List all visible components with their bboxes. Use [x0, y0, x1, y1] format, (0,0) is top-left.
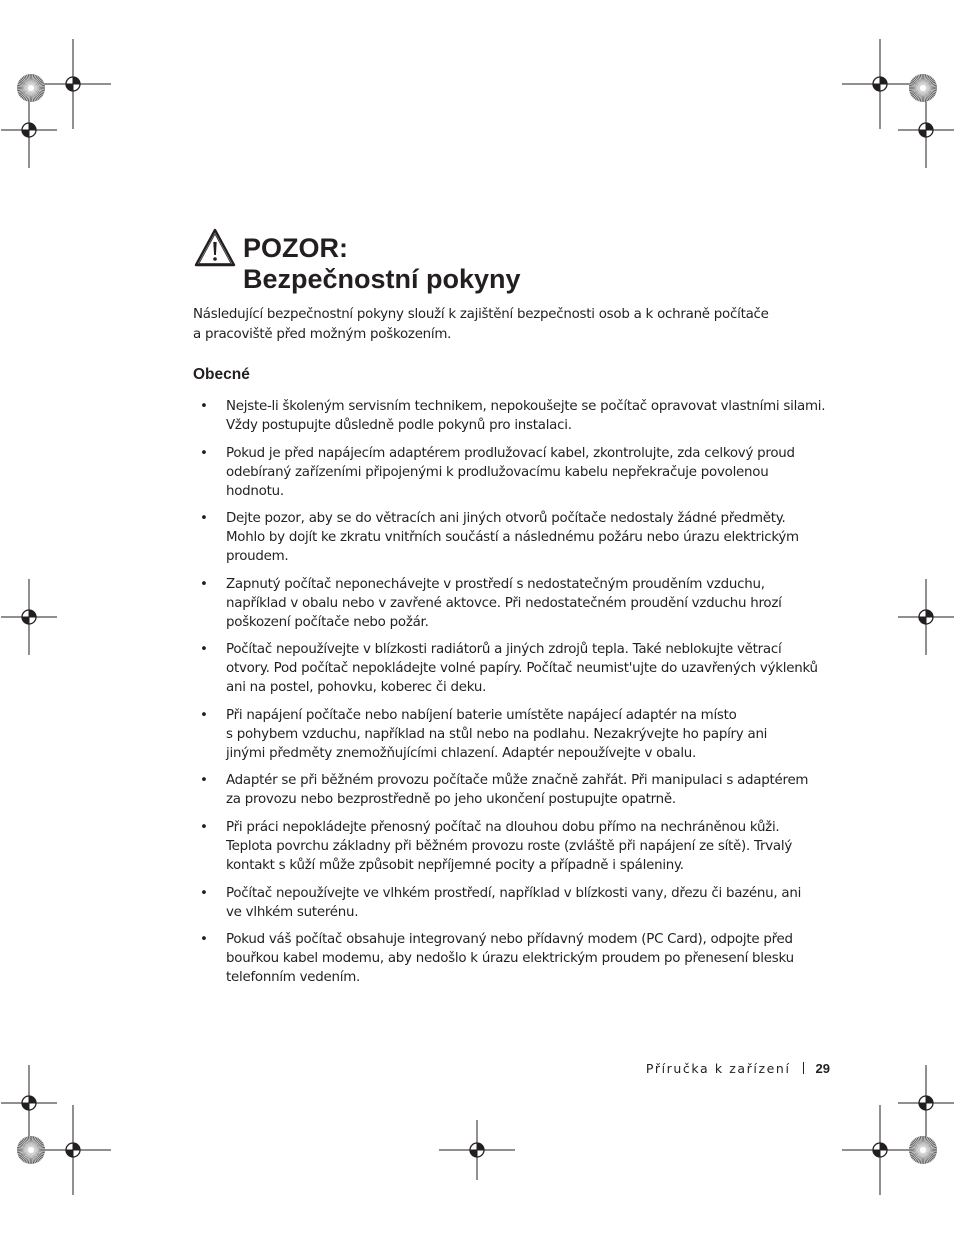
list-item-line: Počítač nepoužívejte v blízkosti radiátorů a jiných zdrojů tepla. Také neblokujte větrací: [226, 642, 782, 657]
page-title: Bezpečnostní pokyny: [243, 264, 521, 294]
list-item-text: [226, 771, 808, 809]
footer-separator: [803, 1062, 804, 1074]
list-item-line: Pokud váš počítač obsahuje integrovaný nebo přídavný modem (PC Card), odpojte před: [226, 932, 793, 947]
list-item-line: ani na postel, pohovku, koberec či deku.: [226, 680, 487, 695]
bullet-dot: •: [200, 511, 208, 526]
page-footer: [646, 1061, 830, 1076]
bullet-dot: •: [200, 577, 208, 592]
list-item-line: za provozu nebo bezprostředně po jeho ukončení postupujte opatrně.: [226, 792, 676, 807]
list-item-line: Počítač nepoužívejte ve vlhkém prostředí, například v blízkosti vany, dřezu či bazénu, ani: [226, 886, 802, 901]
list-item-line: kontakt s kůží může způsobit nepříjemné pocity a případně i spáleniny.: [226, 858, 684, 873]
list-item-text: [226, 397, 825, 435]
list-item-line: Nejste-li školeným servisním technikem, nepokoušejte se počítač opravovat vlastními silami.: [226, 399, 826, 414]
list-item-line: například v obalu nebo v zavřené aktovce. Při nedostatečném proudění vzduchu hrozí: [226, 596, 782, 611]
list-item-line: Při napájení počítače nebo nabíjení baterie umístěte napájecí adaptér na místo: [226, 708, 737, 723]
list-item-line: ve vlhkém suterénu.: [226, 905, 359, 920]
page-title-prefix: POZOR:: [243, 233, 348, 263]
page-number: 29: [815, 1061, 830, 1076]
bullet-dot: •: [200, 932, 208, 947]
bullet-dot: •: [200, 708, 208, 723]
bullet-dot: •: [200, 886, 208, 901]
intro-paragraph: [193, 305, 793, 345]
list-item-line: jinými předměty znemožňujícími chlazení. Adaptér nepoužívejte v obalu.: [226, 746, 697, 761]
list-item-text: [226, 509, 799, 566]
list-item-line: otvory. Pod počítač nepokládejte volné papíry. Počítač neumist'ujte do uzavřených výklenků: [226, 661, 818, 676]
bullet-dot: •: [200, 399, 208, 414]
footer-book-title: Příručka k zařízení: [645, 1061, 791, 1076]
list-item-line: Teplota povrchu základny při běžném provozu roste (zvláště při napájení ze sítě). Trvalý: [226, 839, 793, 854]
list-item-text: [226, 640, 818, 697]
list-item-line: Adaptér se při běžném provozu počítače může značně zahřát. Při manipulaci s adaptérem: [226, 773, 809, 788]
intro-line: a pracoviště před možným poškozením.: [193, 327, 452, 342]
list-item-line: Při práci nepokládejte přenosný počítač na dlouhou dobu přímo na nechráněnou kůži.: [226, 820, 780, 835]
section-heading: Obecné: [193, 366, 250, 383]
list-item-text: [226, 706, 767, 763]
list-item-line: hodnotu.: [226, 484, 284, 499]
bullet-dot: •: [200, 773, 208, 788]
list-item-text: [226, 444, 795, 501]
list-item-text: [226, 575, 782, 632]
list-item-line: telefonním vedením.: [226, 970, 361, 985]
list-item-text: [226, 884, 801, 922]
list-item-line: Pokud je před napájecím adaptérem prodlužovací kabel, zkontrolujte, zda celkový proud: [226, 446, 795, 461]
bullet-dot: •: [200, 820, 208, 835]
list-item-text: [226, 818, 792, 875]
list-item-line: Mohlo by dojít ke zkratu vnitřních součástí a následnému požáru nebo úrazu elektrickým: [226, 530, 799, 545]
list-item-line: Vždy postupujte důsledně podle pokynů pro instalaci.: [226, 418, 572, 433]
list-item-line: Zapnutý počítač neponechávejte v prostředí s nedostatečným prouděním vzduchu,: [226, 577, 765, 592]
list-item-line: s pohybem vzduchu, například na stůl nebo na podlahu. Nezakrývejte ho papíry ani: [226, 727, 768, 742]
list-item-line: proudem.: [226, 549, 289, 564]
bullet-dot: •: [200, 446, 208, 461]
warning-triangle-icon: [194, 228, 236, 268]
list-item-line: poškození počítače nebo požár.: [226, 615, 429, 630]
intro-line: Následující bezpečnostní pokyny slouží k zajištění bezpečnosti osob a k ochraně počítače: [193, 307, 769, 322]
list-item-line: odebíraný zařízeními připojenými k prodlužovacímu kabelu nepřekračuje povolenou: [226, 465, 769, 480]
list-item-text: [226, 930, 794, 987]
bullet-dot: •: [200, 642, 208, 657]
list-item-line: bouřkou kabel modemu, aby nedošlo k úrazu elektrickým proudem po přenesení blesku: [226, 951, 794, 966]
list-item-line: Dejte pozor, aby se do větracích ani jiných otvorů počítače nedostaly žádné předměty.: [226, 511, 786, 526]
